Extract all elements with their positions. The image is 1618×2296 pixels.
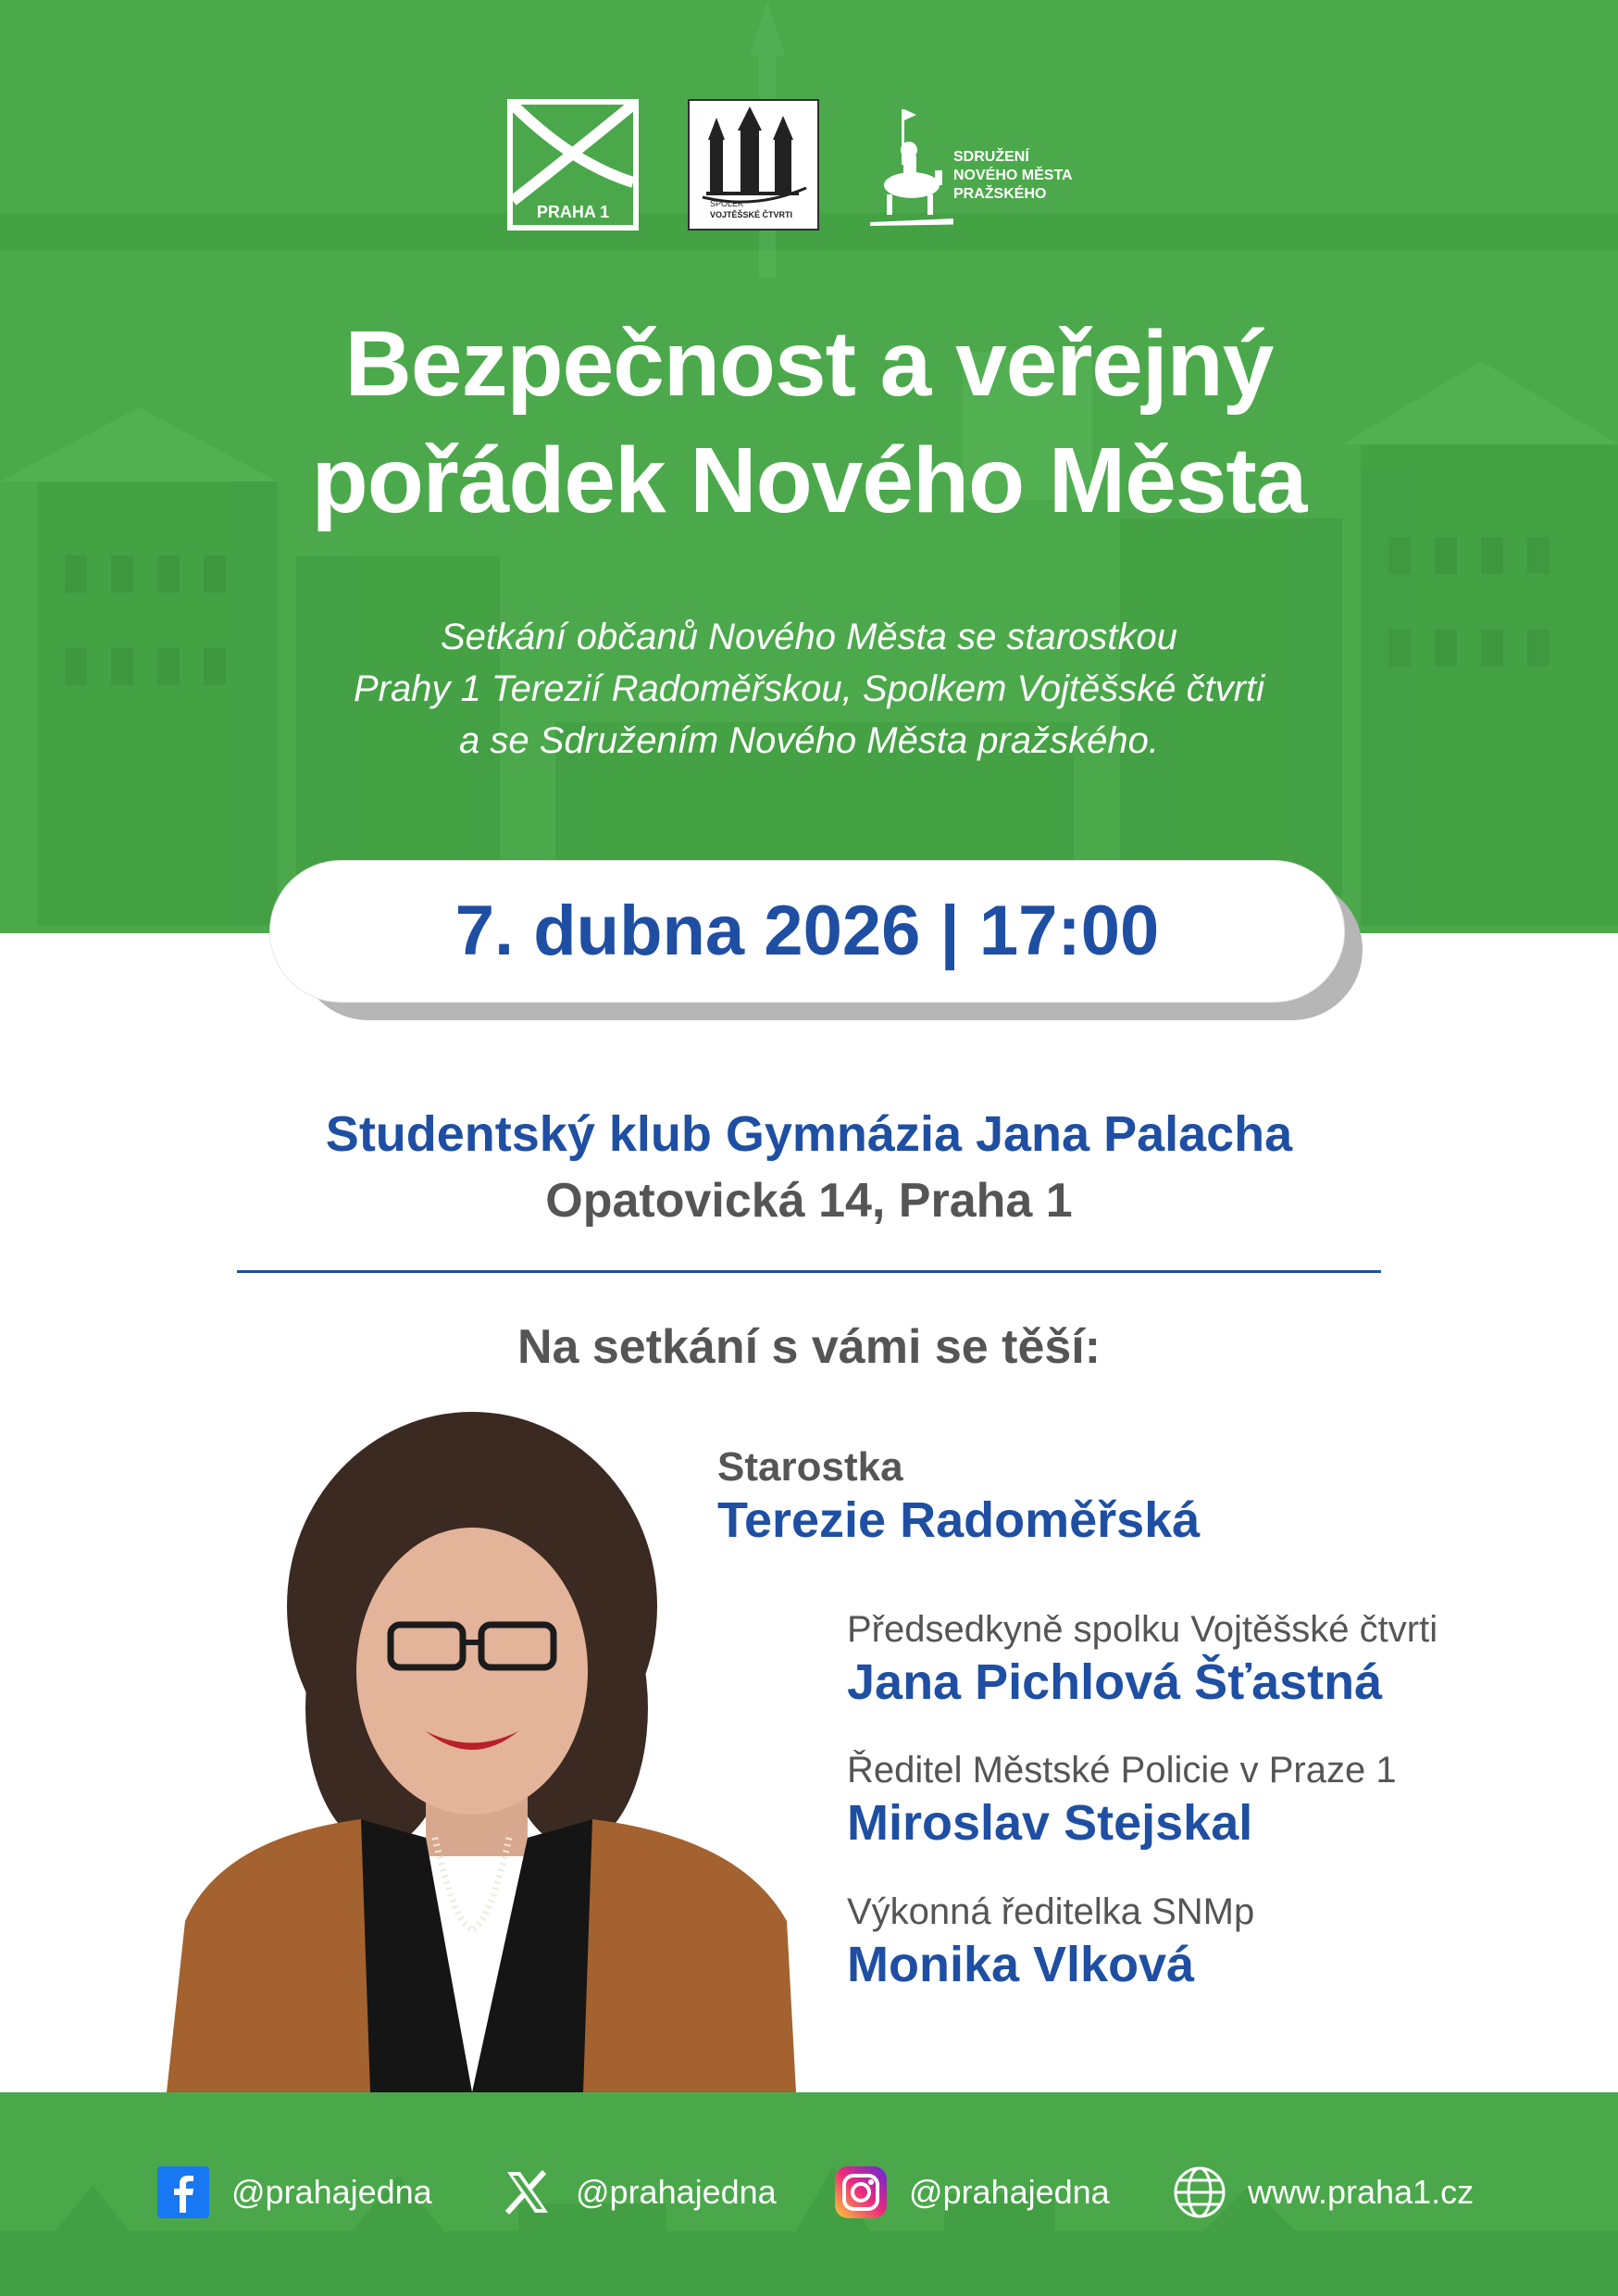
speaker-2 [847,1606,1438,1712]
instagram-link[interactable] [833,2165,1110,2220]
event-subtitle-line3: a se Sdružením Nového Města pražského. [459,720,1159,761]
event-subtitle-line1: Setkání občanů Nového Města se starostkou [440,617,1177,657]
date-pill [270,861,1344,1002]
spolek-line1: SPOLEK [710,199,744,208]
speaker-name: Monika Vlková [847,1937,1195,1992]
speaker-4 [847,1889,1254,1994]
event-title [0,306,1618,539]
speaker-3 [847,1747,1397,1853]
venue-name: Studentský klub Gymnázia Jana Palacha [325,1106,1293,1162]
x-twitter-icon [500,2165,555,2220]
event-title-line1: Bezpečnost a veřejný [344,312,1274,416]
instagram-icon [833,2165,889,2220]
horse-rider-statue-icon [870,104,953,233]
instagram-handle: @prahajedna [909,2173,1110,2211]
event-subtitle [0,611,1618,767]
website-link[interactable] [1172,2165,1474,2220]
venue-address: Opatovická 14, Praha 1 [545,1174,1073,1228]
facebook-link[interactable] [156,2165,432,2220]
spolek-vojtesske-ctvrti-logo [688,99,819,231]
snmp-logo [870,104,1092,233]
snmp-logo-text [953,148,1073,204]
x-handle: @prahajedna [576,2173,777,2211]
facebook-icon [156,2165,211,2220]
praha1-logo-text: PRAHA 1 [536,203,610,221]
speaker-name: Jana Pichlová Šťastná [847,1654,1383,1710]
snmp-line2: NOVÉHO MĚSTA [953,168,1073,183]
divider [237,1270,1381,1273]
praha1-logo [507,99,639,231]
event-date-time: 7. dubna 2026 | 17:00 [454,892,1160,970]
speaker-role: Starostka [717,1444,903,1490]
partner-logos [0,99,1618,236]
x-link[interactable] [500,2165,777,2220]
invite-heading: Na setkání s vámi se těší: [517,1320,1101,1374]
praha1-x-icon [507,99,639,231]
website-url: www.praha1.cz [1248,2173,1475,2211]
snmp-line1: SDRUŽENÍ [953,149,1029,165]
speaker-role: Předsedkyně spolku Vojtěšské čtvrti [847,1609,1438,1650]
hero-banner [0,0,1618,933]
speaker-role: Ředitel Městské Policie v Praze 1 [847,1750,1397,1791]
spolek-line2: VOJTĚŠSKÉ ČTVRTI [710,210,793,219]
speaker-1 [717,1444,1200,1550]
speaker-role: Výkonná ředitelka SNMp [847,1891,1255,1932]
church-towers-icon [690,101,817,229]
speaker-name: Terezie Radoměřská [717,1492,1201,1548]
facebook-handle: @prahajedna [231,2173,432,2211]
event-subtitle-line2: Prahy 1 Terezií Radoměřskou, Spolkem Vojtěšské čtvrti [353,668,1265,709]
portrait-photo [148,1403,815,2092]
speaker-name: Miroslav Stejskal [847,1795,1253,1851]
snmp-line3: PRAŽSKÉHO [953,186,1047,202]
event-title-line2: pořádek Nového Města [311,429,1307,532]
globe-icon [1172,2165,1227,2220]
